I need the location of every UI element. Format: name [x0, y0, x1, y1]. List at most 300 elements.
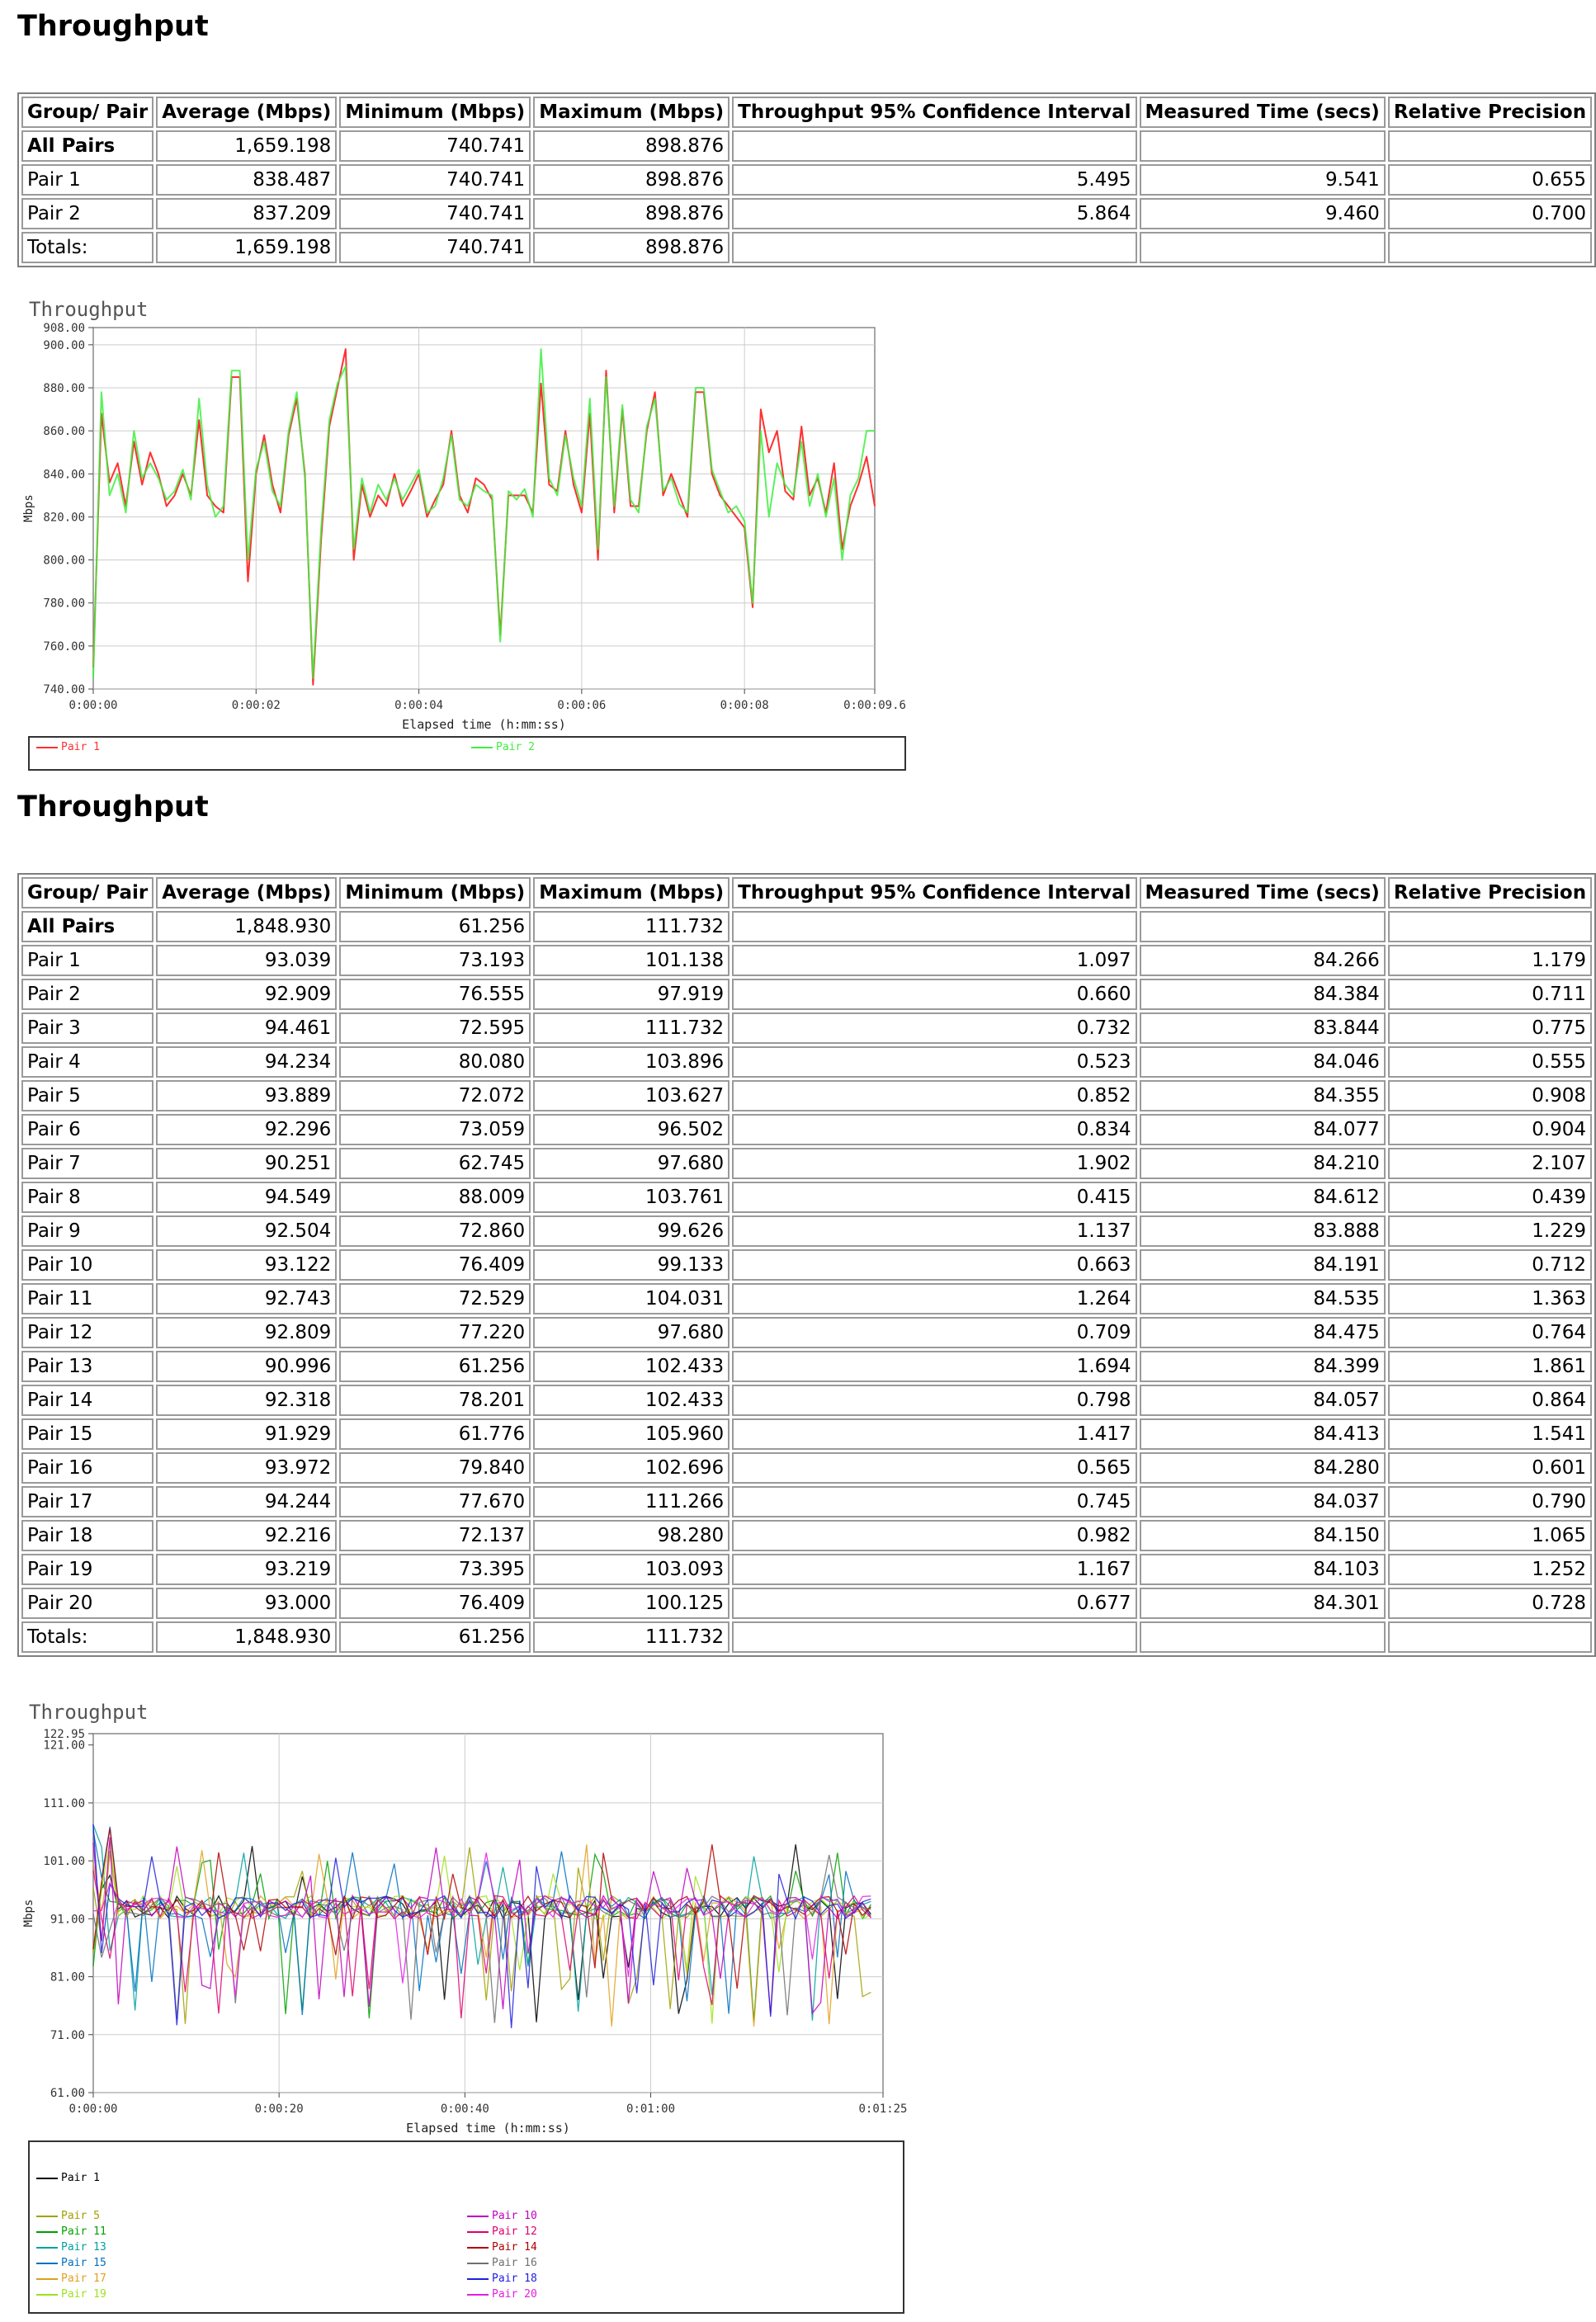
table-cell: 61.776	[339, 1418, 531, 1450]
table-cell: 93.039	[156, 945, 337, 976]
table-cell: 76.409	[339, 1249, 531, 1281]
legend-item	[467, 2210, 537, 2222]
table-row	[21, 130, 1592, 162]
table-cell: 898.876	[533, 164, 730, 196]
legend-swatch	[36, 2263, 58, 2264]
legend-label: Pair 17	[61, 2272, 106, 2285]
table-row	[21, 1148, 1592, 1179]
throughput-table-1	[17, 92, 1596, 267]
table-cell: 0.834	[732, 1114, 1136, 1145]
table-cell: 100.125	[533, 1588, 730, 1619]
table-cell: 1,659.198	[156, 232, 337, 263]
table-cell	[1388, 130, 1592, 162]
table-cell: 103.627	[533, 1080, 730, 1111]
x-tick-label: 0:00:09.6	[843, 699, 906, 712]
x-tick-label: 0:00:20	[254, 2103, 304, 2116]
table-cell: 1.541	[1388, 1418, 1592, 1450]
table-row	[21, 1452, 1592, 1484]
table-cell: 2.107	[1388, 1148, 1592, 1179]
table-cell: 93.000	[156, 1588, 337, 1619]
table-cell: 1.252	[1388, 1554, 1592, 1585]
legend-swatch	[36, 2178, 58, 2179]
row-label: All Pairs	[21, 130, 153, 162]
table-cell: 0.601	[1388, 1452, 1592, 1484]
table-cell: 0.655	[1388, 164, 1592, 196]
legend-label: Pair 2	[496, 741, 535, 753]
table-cell: 1,659.198	[156, 130, 337, 162]
table-cell: 740.741	[339, 198, 531, 229]
throughput-chart-2	[21, 1694, 920, 2140]
y-tick-label: 800.00	[43, 554, 85, 568]
table-cell: 104.031	[533, 1283, 730, 1314]
row-label: Pair 8	[21, 1182, 153, 1213]
y-tick-label: 900.00	[43, 338, 85, 352]
table-cell	[1140, 911, 1386, 942]
table-cell: 103.093	[533, 1554, 730, 1585]
section1-heading: Throughput	[17, 10, 209, 43]
table-row	[21, 1588, 1592, 1619]
table-row	[21, 1046, 1592, 1078]
y-tick-label: 820.00	[43, 511, 85, 525]
y-axis-label: Mbps	[22, 494, 35, 522]
legend-swatch	[467, 2247, 489, 2249]
table-cell: 9.541	[1140, 164, 1386, 196]
table-cell: 79.840	[339, 1452, 531, 1484]
table-cell: 94.549	[156, 1182, 337, 1213]
column-header: Maximum (Mbps)	[533, 877, 730, 909]
table-cell: 62.745	[339, 1148, 531, 1179]
table-cell: 740.741	[339, 164, 531, 196]
row-label: Pair 7	[21, 1148, 153, 1179]
table-cell	[1140, 232, 1386, 263]
table-cell: 111.732	[533, 911, 730, 942]
throughput-chart-1	[21, 293, 920, 747]
legend-item	[467, 2241, 537, 2254]
table-cell: 1.229	[1388, 1215, 1592, 1247]
table-cell: 84.077	[1140, 1114, 1386, 1145]
table-cell: 83.844	[1140, 1012, 1386, 1044]
table-cell: 78.201	[339, 1385, 531, 1416]
column-header: Minimum (Mbps)	[339, 877, 531, 909]
legend-item	[36, 2257, 106, 2269]
table-cell: 102.433	[533, 1385, 730, 1416]
table-row	[21, 1351, 1592, 1382]
table-cell: 61.256	[339, 1621, 531, 1653]
column-header: Measured Time (secs)	[1140, 877, 1386, 909]
row-label: Pair 3	[21, 1012, 153, 1044]
column-header: Average (Mbps)	[156, 97, 337, 128]
table-cell: 0.852	[732, 1080, 1136, 1111]
table-cell: 84.191	[1140, 1249, 1386, 1281]
row-label: Pair 16	[21, 1452, 153, 1484]
legend-label: Pair 15	[61, 2257, 106, 2269]
table-row	[21, 911, 1592, 942]
table-row	[21, 1520, 1592, 1551]
table-cell: 0.775	[1388, 1012, 1592, 1044]
x-tick-label: 0:00:40	[440, 2103, 489, 2116]
legend-item	[36, 2225, 106, 2238]
legend-item	[36, 741, 100, 753]
x-tick-label: 0:00:04	[394, 699, 444, 712]
column-header: Throughput 95% Confidence Interval	[732, 877, 1136, 909]
table-cell: 72.595	[339, 1012, 531, 1044]
x-tick-label: 0:00:00	[68, 699, 118, 712]
table-cell: 0.677	[732, 1588, 1136, 1619]
row-label: Pair 18	[21, 1520, 153, 1551]
row-label: Pair 12	[21, 1317, 153, 1348]
legend-swatch	[36, 2278, 58, 2280]
table-cell: 1.167	[732, 1554, 1136, 1585]
x-tick-label: 0:00:02	[231, 699, 281, 712]
table-cell: 0.790	[1388, 1486, 1592, 1517]
row-label: Totals:	[21, 232, 153, 263]
table-cell: 93.889	[156, 1080, 337, 1111]
legend-label: Pair 20	[492, 2288, 537, 2301]
legend-swatch	[467, 2278, 489, 2280]
chart1-legend	[28, 736, 906, 771]
table-cell: 99.626	[533, 1215, 730, 1247]
table-row	[21, 1385, 1592, 1416]
legend-label: Pair 14	[492, 2241, 537, 2254]
y-tick-label: 111.00	[43, 1796, 85, 1810]
x-tick-label: 0:01:25	[858, 2103, 908, 2116]
table-cell: 740.741	[339, 130, 531, 162]
table-row	[21, 1012, 1592, 1044]
table-cell: 93.972	[156, 1452, 337, 1484]
legend-label: Pair 1	[61, 2172, 100, 2184]
table-cell	[1140, 130, 1386, 162]
x-tick-label: 0:00:08	[720, 699, 769, 712]
table-row	[21, 945, 1592, 976]
table-cell: 1.137	[732, 1215, 1136, 1247]
table-row	[21, 1182, 1592, 1213]
legend-item	[36, 2288, 106, 2301]
table-cell: 103.761	[533, 1182, 730, 1213]
y-tick-label: 760.00	[43, 639, 85, 654]
legend-label: Pair 16	[492, 2257, 537, 2269]
table-cell: 84.210	[1140, 1148, 1386, 1179]
table-cell: 92.809	[156, 1317, 337, 1348]
table-cell	[1388, 911, 1592, 942]
table-cell	[732, 232, 1136, 263]
table-header-row	[21, 97, 1592, 128]
legend-item	[36, 2272, 106, 2285]
row-label: Pair 13	[21, 1351, 153, 1382]
table-cell: 97.680	[533, 1317, 730, 1348]
table-cell: 92.296	[156, 1114, 337, 1145]
table-cell: 0.798	[732, 1385, 1136, 1416]
table-cell: 84.355	[1140, 1080, 1386, 1111]
table-cell	[732, 130, 1136, 162]
table-cell: 0.523	[732, 1046, 1136, 1078]
table-cell: 0.660	[732, 979, 1136, 1010]
table-cell: 72.529	[339, 1283, 531, 1314]
table-cell: 837.209	[156, 198, 337, 229]
table-cell: 5.495	[732, 164, 1136, 196]
table-cell: 76.555	[339, 979, 531, 1010]
table-cell: 1.264	[732, 1283, 1136, 1314]
y-tick-label: 122.95	[43, 1728, 85, 1741]
chart2-legend	[28, 2140, 904, 2314]
table-cell: 0.982	[732, 1520, 1136, 1551]
table-cell: 0.864	[1388, 1385, 1592, 1416]
table-cell: 84.301	[1140, 1588, 1386, 1619]
y-tick-label: 740.00	[43, 683, 85, 696]
table-cell: 84.475	[1140, 1317, 1386, 1348]
table-cell: 97.680	[533, 1148, 730, 1179]
row-label: Pair 15	[21, 1418, 153, 1450]
y-tick-label: 81.00	[50, 1970, 85, 1985]
table-cell: 84.266	[1140, 945, 1386, 976]
table-cell: 90.996	[156, 1351, 337, 1382]
row-label: Pair 2	[21, 979, 153, 1010]
row-label: Pair 2	[21, 198, 153, 229]
y-tick-label: 908.00	[43, 322, 85, 335]
table-cell: 94.244	[156, 1486, 337, 1517]
table-cell: 0.711	[1388, 979, 1592, 1010]
table-cell: 92.909	[156, 979, 337, 1010]
y-tick-label: 71.00	[50, 2028, 85, 2042]
y-tick-label: 91.00	[50, 1913, 85, 1927]
table-row	[21, 232, 1592, 263]
y-tick-label: 121.00	[43, 1739, 85, 1753]
table-cell: 76.409	[339, 1588, 531, 1619]
legend-item	[36, 2241, 106, 2254]
legend-swatch	[471, 747, 493, 748]
x-axis-label: Elapsed time (h:mm:ss)	[402, 717, 566, 732]
table-cell: 72.137	[339, 1520, 531, 1551]
table-cell: 77.670	[339, 1486, 531, 1517]
table-cell: 1,848.930	[156, 1621, 337, 1653]
table-cell: 102.696	[533, 1452, 730, 1484]
table-cell: 73.395	[339, 1554, 531, 1585]
table-cell: 111.732	[533, 1621, 730, 1653]
y-tick-label: 101.00	[43, 1855, 85, 1869]
table-cell: 898.876	[533, 130, 730, 162]
table-cell: 1.417	[732, 1418, 1136, 1450]
legend-label: Pair 5	[61, 2210, 100, 2222]
table-cell	[1388, 232, 1592, 263]
legend-swatch	[36, 2294, 58, 2296]
y-axis-label: Mbps	[22, 1899, 35, 1928]
x-tick-label: 0:01:00	[626, 2103, 676, 2116]
row-label: Pair 14	[21, 1385, 153, 1416]
table-row	[21, 1114, 1592, 1145]
table-cell: 0.728	[1388, 1588, 1592, 1619]
table-cell: 0.555	[1388, 1046, 1592, 1078]
table-cell: 97.919	[533, 979, 730, 1010]
table-cell: 0.764	[1388, 1317, 1592, 1348]
table-row	[21, 1554, 1592, 1585]
table-cell: 111.266	[533, 1486, 730, 1517]
table-cell: 0.415	[732, 1182, 1136, 1213]
table-cell: 84.103	[1140, 1554, 1386, 1585]
y-tick-label: 61.00	[50, 2087, 85, 2100]
row-label: Pair 20	[21, 1588, 153, 1619]
table-cell: 0.709	[732, 1317, 1136, 1348]
table-row	[21, 1621, 1592, 1653]
chart-title: Throughput	[29, 1701, 149, 1724]
row-label: Pair 19	[21, 1554, 153, 1585]
table-cell	[732, 1621, 1136, 1653]
legend-swatch	[36, 2216, 58, 2217]
legend-label: Pair 11	[61, 2225, 106, 2238]
table-cell: 93.122	[156, 1249, 337, 1281]
table-cell: 0.712	[1388, 1249, 1592, 1281]
table-cell	[732, 911, 1136, 942]
table-cell	[1388, 1621, 1592, 1653]
table-cell: 84.280	[1140, 1452, 1386, 1484]
row-label: Totals:	[21, 1621, 153, 1653]
x-tick-label: 0:00:06	[557, 699, 607, 712]
table-cell: 83.888	[1140, 1215, 1386, 1247]
throughput-table-2	[17, 873, 1596, 1657]
table-cell: 9.460	[1140, 198, 1386, 229]
legend-label: Pair 19	[61, 2288, 106, 2301]
row-label: Pair 5	[21, 1080, 153, 1111]
table-row	[21, 1418, 1592, 1450]
row-label: Pair 17	[21, 1486, 153, 1517]
column-header: Maximum (Mbps)	[533, 97, 730, 128]
y-tick-label: 780.00	[43, 597, 85, 611]
table-cell: 91.929	[156, 1418, 337, 1450]
table-row	[21, 198, 1592, 229]
legend-item	[467, 2257, 537, 2269]
legend-swatch	[36, 2247, 58, 2249]
table-cell: 740.741	[339, 232, 531, 263]
table-row	[21, 1486, 1592, 1517]
row-label: Pair 6	[21, 1114, 153, 1145]
table-cell: 0.663	[732, 1249, 1136, 1281]
table-cell: 0.439	[1388, 1182, 1592, 1213]
table-cell: 98.280	[533, 1520, 730, 1551]
column-header: Average (Mbps)	[156, 877, 337, 909]
table-row	[21, 164, 1592, 196]
y-tick-label: 880.00	[43, 382, 85, 395]
table-cell: 73.193	[339, 945, 531, 976]
table-cell: 1.861	[1388, 1351, 1592, 1382]
table-cell: 0.745	[732, 1486, 1136, 1517]
table-cell: 93.219	[156, 1554, 337, 1585]
table-cell: 103.896	[533, 1046, 730, 1078]
table-cell: 88.009	[339, 1182, 531, 1213]
table-cell: 84.150	[1140, 1520, 1386, 1551]
table-cell: 77.220	[339, 1317, 531, 1348]
table-cell: 96.502	[533, 1114, 730, 1145]
legend-label: Pair 18	[492, 2272, 537, 2285]
legend-label: Pair 1	[61, 741, 100, 753]
table-cell	[1140, 1621, 1386, 1653]
row-label: Pair 1	[21, 945, 153, 976]
legend-label: Pair 13	[61, 2241, 106, 2254]
column-header: Relative Precision	[1388, 877, 1592, 909]
table-cell: 92.504	[156, 1215, 337, 1247]
table-cell: 898.876	[533, 232, 730, 263]
legend-swatch	[467, 2294, 489, 2296]
row-label: Pair 1	[21, 164, 153, 196]
table-row	[21, 979, 1592, 1010]
column-header: Relative Precision	[1388, 97, 1592, 128]
table-header-row	[21, 877, 1592, 909]
column-header: Group/ Pair	[21, 877, 153, 909]
table-cell: 0.904	[1388, 1114, 1592, 1145]
x-tick-label: 0:00:00	[68, 2103, 118, 2116]
table-cell: 84.399	[1140, 1351, 1386, 1382]
legend-item	[467, 2288, 537, 2301]
legend-swatch	[36, 747, 58, 748]
table-cell: 0.565	[732, 1452, 1136, 1484]
table-cell: 92.743	[156, 1283, 337, 1314]
column-header: Minimum (Mbps)	[339, 97, 531, 128]
legend-swatch	[467, 2263, 489, 2264]
row-label: Pair 11	[21, 1283, 153, 1314]
legend-item	[467, 2225, 537, 2238]
table-cell: 0.732	[732, 1012, 1136, 1044]
legend-item	[471, 741, 535, 753]
table-row	[21, 1317, 1592, 1348]
table-row	[21, 1080, 1592, 1111]
legend-swatch	[467, 2216, 489, 2217]
legend-item	[467, 2272, 537, 2285]
chart-title: Throughput	[29, 298, 149, 321]
table-cell: 101.138	[533, 945, 730, 976]
table-cell: 1,848.930	[156, 911, 337, 942]
table-cell: 1.694	[732, 1351, 1136, 1382]
row-label: All Pairs	[21, 911, 153, 942]
row-label: Pair 9	[21, 1215, 153, 1247]
table-cell: 111.732	[533, 1012, 730, 1044]
table-cell: 1.065	[1388, 1520, 1592, 1551]
table-cell: 73.059	[339, 1114, 531, 1145]
column-header: Measured Time (secs)	[1140, 97, 1386, 128]
table-row	[21, 1215, 1592, 1247]
table-cell: 84.384	[1140, 979, 1386, 1010]
row-label: Pair 4	[21, 1046, 153, 1078]
section2-heading: Throughput	[17, 791, 209, 824]
table-cell: 84.057	[1140, 1385, 1386, 1416]
column-header: Group/ Pair	[21, 97, 153, 128]
legend-label: Pair 12	[492, 2225, 537, 2238]
table-cell: 90.251	[156, 1148, 337, 1179]
y-tick-label: 860.00	[43, 425, 85, 439]
table-cell: 84.612	[1140, 1182, 1386, 1213]
table-row	[21, 1283, 1592, 1314]
table-cell: 99.133	[533, 1249, 730, 1281]
legend-label: Pair 10	[492, 2210, 537, 2222]
table-cell: 84.046	[1140, 1046, 1386, 1078]
table-cell: 102.433	[533, 1351, 730, 1382]
legend-item	[36, 2210, 100, 2222]
table-cell: 61.256	[339, 1351, 531, 1382]
table-cell: 84.413	[1140, 1418, 1386, 1450]
table-cell: 1.097	[732, 945, 1136, 976]
table-cell: 105.960	[533, 1418, 730, 1450]
table-cell: 94.461	[156, 1012, 337, 1044]
table-cell: 898.876	[533, 198, 730, 229]
table-cell: 84.535	[1140, 1283, 1386, 1314]
legend-swatch	[36, 2231, 58, 2233]
table-cell: 0.700	[1388, 198, 1592, 229]
table-cell: 94.234	[156, 1046, 337, 1078]
legend-swatch	[467, 2231, 489, 2233]
table-cell: 92.318	[156, 1385, 337, 1416]
table-cell: 1.363	[1388, 1283, 1592, 1314]
table-cell: 80.080	[339, 1046, 531, 1078]
table-cell: 92.216	[156, 1520, 337, 1551]
table-cell: 72.072	[339, 1080, 531, 1111]
table-cell: 72.860	[339, 1215, 531, 1247]
x-axis-label: Elapsed time (h:mm:ss)	[406, 2121, 570, 2136]
